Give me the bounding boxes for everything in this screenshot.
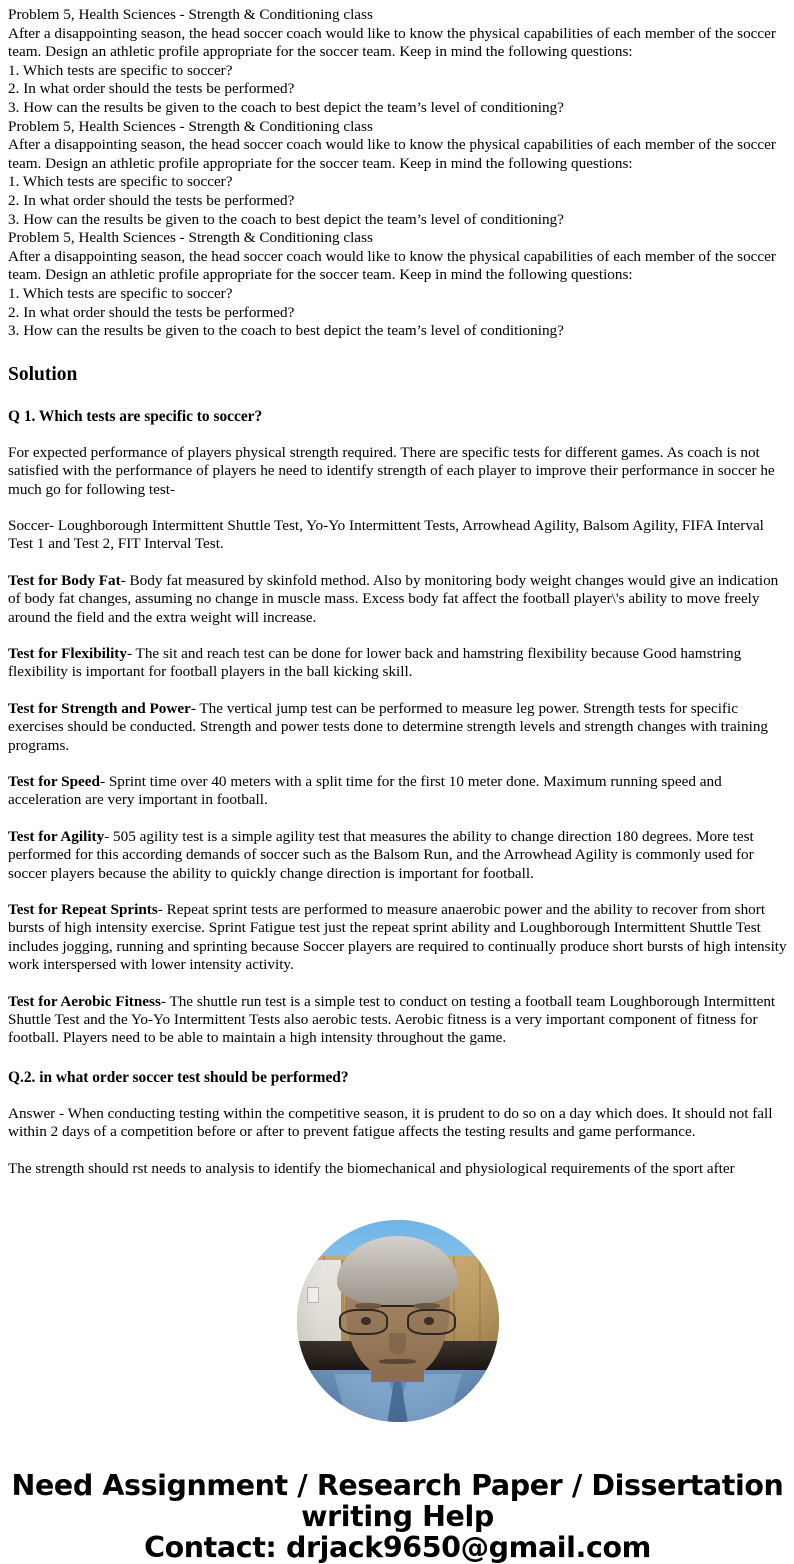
problem-question-2: 2. In what order should the tests be performed? (8, 80, 295, 98)
test-item-flexibility (8, 645, 787, 682)
problem-question-1: 1. Which tests are specific to soccer? (8, 61, 233, 79)
problem-title: Problem 5, Health Sciences - Strength & Conditioning class (8, 6, 373, 23)
problem-intro: After a disappointing season, the head soccer coach would like to know the physical capabilities of each member of the soccer team. Design an athletic profile appropriate for the soccer team. Keep in mind the following questions: (8, 24, 776, 61)
problem-intro: After a disappointing season, the head soccer coach would like to know the physical capabilities of each member of the soccer team. Design an athletic profile appropriate for the soccer team. Keep in mind the following questions: (8, 136, 776, 172)
problem-statement-block-1 (8, 6, 787, 118)
test-description: - Body fat measured by skinfold method. Also by monitoring body weight changes would give an indication of body fat changes, assuming no change in muscle mass. Excess body fat affect the football player\'s ability to move freely around the field and the extra weight will increase. (8, 571, 779, 626)
problem-question-2: 2. In what order should the tests be performed? (8, 191, 295, 209)
test-item-aerobic-fitness (8, 993, 787, 1048)
solution-heading: Solution (8, 363, 78, 385)
test-description: - The shuttle run test is a simple test to conduct on testing a football team Loughborough Intermittent Shuttle Test and the Yo-Yo Intermittent Tests also aerobic tests. Aerobic fitness is a very important component of fitness for football. Players need to be able to maintain a high intensity throughout the game. (8, 992, 776, 1047)
question-1-paragraph-1: For expected performance of players physical strength required. There are specific tests for different games. As coach is not satisfied with the performance of players he need to identify strength of each player to improve their performance in soccer he much go for following test- (8, 443, 775, 498)
portrait-container (8, 1220, 787, 1422)
question-1-heading: Q 1. Which tests are specific to soccer? (8, 407, 263, 425)
question-2-heading: Q.2. in what order soccer test should be performed? (8, 1068, 349, 1086)
problem-title: Problem 5, Health Sciences - Strength & Conditioning class (8, 117, 373, 135)
test-item-strength-and-power (8, 700, 787, 755)
test-item-body-fat (8, 572, 787, 627)
test-item-speed (8, 773, 787, 810)
test-description: - The vertical jump test can be performed to measure leg power. Strength tests for specific exercises should be conducted. Strength and power tests done to determine strength levels and strength changes with training programs. (8, 699, 769, 754)
test-description: - 505 agility test is a simple agility test that measures the ability to change direction 180 degrees. More test performed for this according demands of soccer such as the Balsom Run, and the Arrowhead Agility is commonly used for soccer players because the ability to quickly change direction is important for football. (8, 827, 754, 882)
problem-statement-block-3 (8, 229, 787, 341)
footer-contact-block (8, 1470, 787, 1563)
test-description: - The sit and reach test can be done for lower back and hamstring flexibility because Good hamstring flexibility is important for football players in the ball kicking skill. (8, 644, 742, 681)
question-2-paragraph-2: The strength should rst needs to analysis to identify the biomechanical and physiological requirements of the sport after (8, 1159, 735, 1177)
test-lead-label: Test for Agility (8, 827, 105, 845)
test-lead-label: Test for Strength and Power (8, 699, 191, 717)
footer-line-1: Need Assignment / Research Paper / Dissertation (11, 1469, 784, 1503)
test-item-repeat-sprints (8, 901, 787, 975)
test-lead-label: Test for Body Fat (8, 571, 121, 589)
problem-question-3: 3. How can the results be given to the coach to best depict the team’s level of conditioning? (8, 322, 564, 340)
test-description: - Sprint time over 40 meters with a split time for the first 10 meter done. Maximum running speed and acceleration are very important in football. (8, 772, 722, 809)
test-lead-label: Test for Flexibility (8, 644, 127, 662)
portrait-vignette (297, 1220, 499, 1422)
footer-line-3: Contact: drjack9650@gmail.com (144, 1531, 651, 1564)
test-lead-label: Test for Aerobic Fitness (8, 992, 161, 1010)
problem-intro: After a disappointing season, the head soccer coach would like to know the physical capabilities of each member of the soccer team. Design an athletic profile appropriate for the soccer team. Keep in mind the following questions: (8, 247, 776, 284)
avatar (297, 1220, 499, 1422)
test-description: - Repeat sprint tests are performed to measure anaerobic power and the ability to recover from short bursts of high intensity exercise. Sprint Fatigue test just the repeat sprint ability and Loughborough Intermittent Shuttle Test includes jogging, running and sprinting because Soccer players are required to continually produce short bursts of high intensity work interspersed with lower intensity activity. (8, 901, 787, 974)
question-2-paragraph-1: Answer - When conducting testing within the competitive season, it is prudent to do so on a day which does. It should not fall within 2 days of a competition before or after to prevent fatigue affects the testing results and game performance. (8, 1104, 773, 1141)
test-lead-label: Test for Repeat Sprints (8, 901, 158, 918)
test-lead-label: Test for Speed (8, 772, 100, 790)
footer-line-2: writing Help (301, 1500, 494, 1534)
question-1-paragraph-2: Soccer- Loughborough Intermittent Shuttle Test, Yo-Yo Intermittent Tests, Arrowhead Agility, Balsom Agility, FIFA Interval Test 1 and Test 2, FIT Interval Test. (8, 516, 764, 553)
problem-question-3: 3. How can the results be given to the coach to best depict the team’s level of conditioning? (8, 98, 564, 116)
problem-title: Problem 5, Health Sciences - Strength & Conditioning class (8, 229, 373, 247)
problem-question-1: 1. Which tests are specific to soccer? (8, 284, 233, 302)
problem-question-1: 1. Which tests are specific to soccer? (8, 173, 233, 191)
problem-statement-block-2 (8, 118, 787, 230)
problem-question-3: 3. How can the results be given to the coach to best depict the team’s level of conditioning? (8, 210, 564, 228)
test-item-agility (8, 828, 787, 883)
problem-question-2: 2. In what order should the tests be performed? (8, 303, 295, 321)
